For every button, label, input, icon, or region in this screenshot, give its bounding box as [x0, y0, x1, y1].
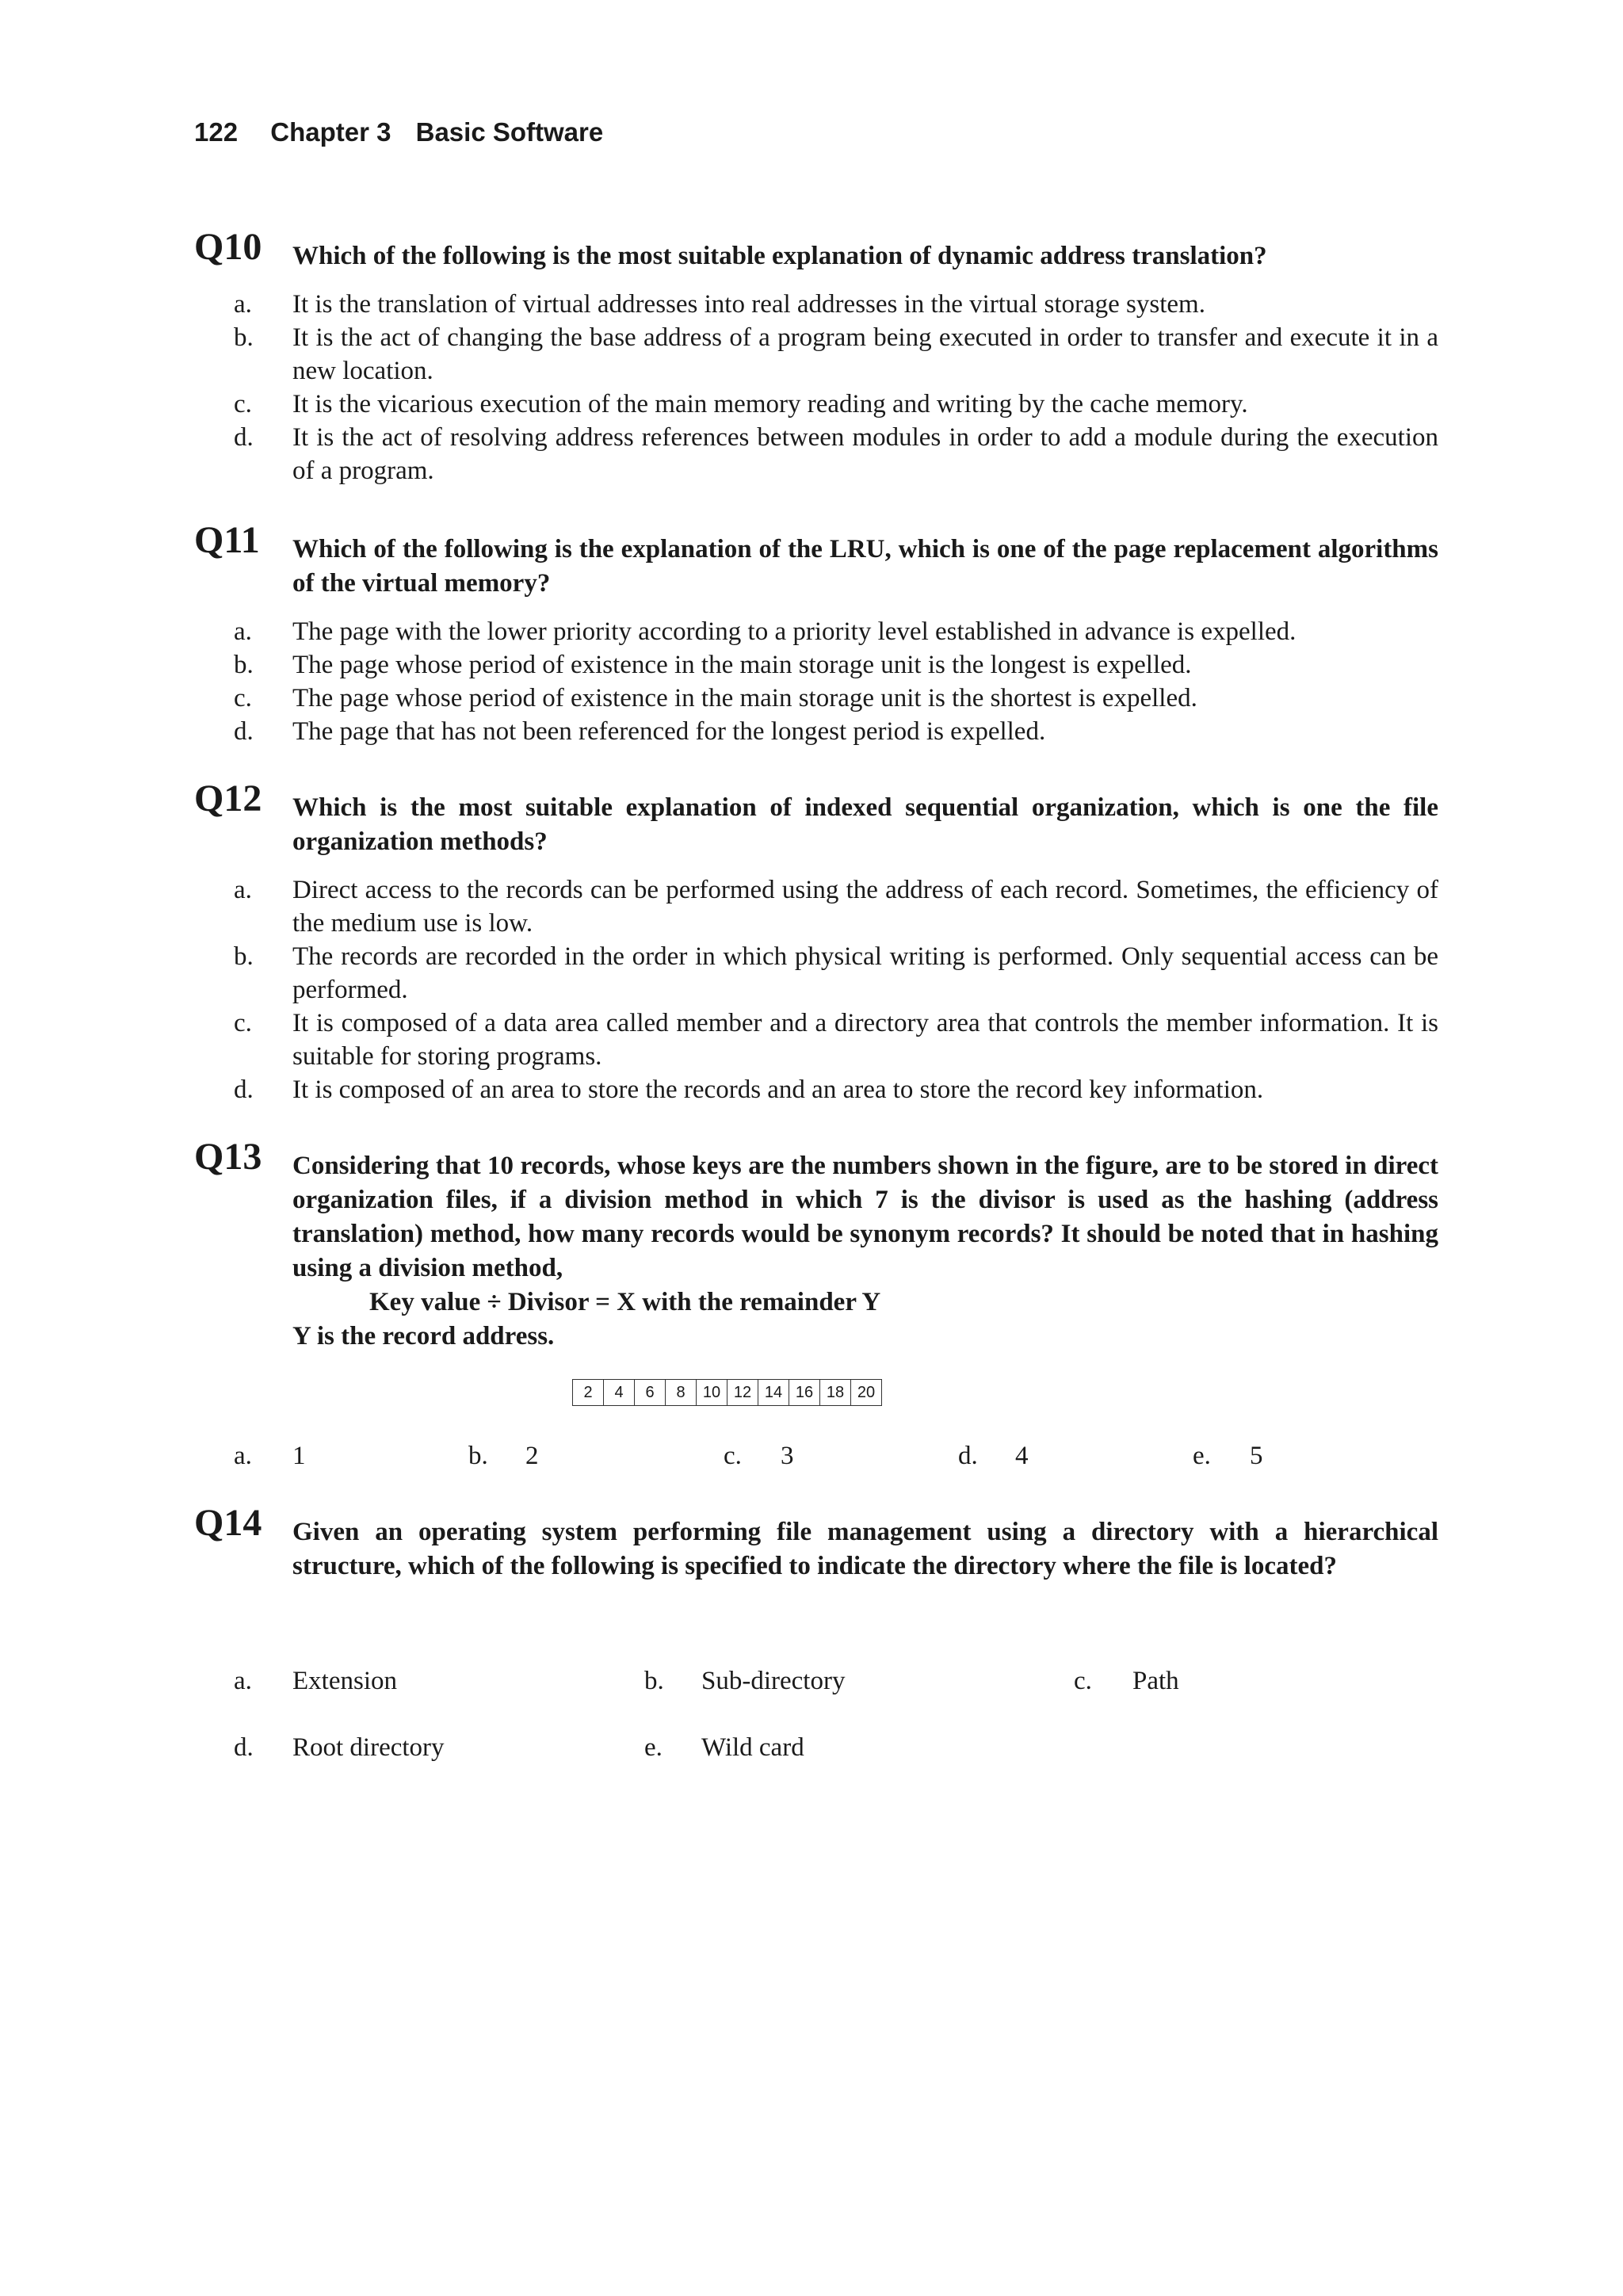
- key-cell: 8: [666, 1380, 697, 1406]
- option-c-letter: c.: [1074, 1667, 1092, 1695]
- option-c-letter: c.: [724, 1442, 742, 1470]
- option-a-letter: a.: [234, 1667, 252, 1695]
- stem-text: Considering that 10 records, whose keys are the numbers shown in the figure, are to be stored in direct organization files, if a division method in which 7 is the divisor is used as the hashing (address translation) method, how many records would be synonym records? It should be noted that in hashing using a division method,: [292, 1152, 1438, 1282]
- option-d-text: Root directory: [292, 1733, 445, 1762]
- question-q11: [194, 519, 1438, 748]
- q14-option-row-1: [194, 1664, 1438, 1698]
- option-a-text: 1: [292, 1442, 306, 1470]
- option-list: [194, 873, 1438, 1106]
- question-stem: Which of the following is the explanation of the LRU, which is one of the page replacement algorithms of the virtual memory?: [292, 535, 1438, 598]
- option-d: d. It is composed of an area to store the records and an area to store the record key information.: [234, 1075, 1264, 1104]
- option-d: d. It is the act of resolving address references between modules in order to add a module during the execution of a program.: [234, 423, 1438, 485]
- option-b-letter: b.: [468, 1442, 488, 1470]
- option-e-text: 5: [1250, 1442, 1263, 1470]
- key-cell: 18: [820, 1380, 851, 1406]
- chapter-label: Chapter 3: [270, 117, 391, 147]
- chapter-title: Basic Software: [415, 117, 604, 147]
- question-label: Q13: [194, 1136, 262, 1178]
- option-b-letter: b.: [644, 1667, 664, 1695]
- option-c-text: Path: [1132, 1667, 1179, 1695]
- option-a-letter: a.: [234, 1442, 252, 1470]
- option-a: a. It is the translation of virtual addresses into real addresses in the virtual storage system.: [234, 290, 1205, 319]
- option-b-text: 2: [525, 1442, 539, 1470]
- question-label: Q12: [194, 777, 262, 819]
- hashing-note: Y is the record address.: [292, 1322, 555, 1350]
- key-cell: 16: [789, 1380, 820, 1406]
- page-header: [194, 117, 603, 147]
- question-q13: [194, 1136, 1438, 1354]
- question-q10: [194, 226, 1438, 487]
- option-a: a. Direct access to the records can be performed using the address of each record. Sometimes, the efficiency of the medium use is low.: [234, 876, 1438, 938]
- hashing-formula: Key value ÷ Divisor = X with the remainder Y: [369, 1288, 881, 1316]
- question-label: Q10: [194, 226, 262, 268]
- record-keys-figure: [572, 1379, 882, 1406]
- question-label: Q14: [194, 1502, 262, 1544]
- option-a: a. The page with the lower priority according to a priority level established in advance is expelled.: [234, 617, 1296, 646]
- option-d-letter: d.: [958, 1442, 978, 1470]
- question-q14: [194, 1502, 1438, 1584]
- key-cell: 12: [727, 1380, 758, 1406]
- question-stem: [292, 1149, 1438, 1354]
- option-e-letter: e.: [1193, 1442, 1211, 1470]
- key-cell: 14: [758, 1380, 789, 1406]
- option-b: b. The page whose period of existence in the main storage unit is the longest is expelled.: [234, 651, 1192, 679]
- option-list: [194, 615, 1438, 748]
- page-number: 122: [194, 117, 239, 147]
- q13-option-row: [194, 1439, 1438, 1473]
- option-b-text: Sub-directory: [701, 1667, 846, 1695]
- key-cell: 2: [573, 1380, 604, 1406]
- option-c: c. It is composed of a data area called member and a directory area that controls the member information. It is suitable for storing programs.: [234, 1009, 1438, 1071]
- key-cell: 20: [851, 1380, 882, 1406]
- option-a-text: Extension: [292, 1667, 397, 1695]
- question-label: Q11: [194, 519, 260, 561]
- option-d-text: 4: [1015, 1442, 1029, 1470]
- option-c: c. It is the vicarious execution of the main memory reading and writing by the cache memory.: [234, 390, 1248, 418]
- option-list: [194, 288, 1438, 487]
- question-q12: [194, 777, 1438, 1106]
- option-c: c. The page whose period of existence in the main storage unit is the shortest is expelled.: [234, 684, 1197, 712]
- option-d: d. The page that has not been referenced for the longest period is expelled.: [234, 717, 1046, 746]
- option-b: b. The records are recorded in the order in which physical writing is performed. Only sequential access can be performed.: [234, 942, 1438, 1004]
- option-e-text: Wild card: [701, 1733, 804, 1762]
- question-stem: Which of the following is the most suitable explanation of dynamic address translation?: [292, 242, 1267, 270]
- question-stem: Which is the most suitable explanation of indexed sequential organization, which is one the file organization methods?: [292, 793, 1438, 856]
- option-d-letter: d.: [234, 1733, 254, 1762]
- q14-option-row-2: [194, 1731, 1438, 1764]
- option-b: b. It is the act of changing the base address of a program being executed in order to transfer and execute it in a new location.: [234, 323, 1438, 385]
- key-cell: 6: [635, 1380, 666, 1406]
- option-c-text: 3: [781, 1442, 794, 1470]
- option-e-letter: e.: [644, 1733, 663, 1762]
- key-cell: 4: [604, 1380, 635, 1406]
- question-stem: Given an operating system performing file management using a directory with a hierarchical structure, which of the following is specified to indicate the directory where the file is located?: [292, 1518, 1438, 1580]
- key-cell: 10: [697, 1380, 727, 1406]
